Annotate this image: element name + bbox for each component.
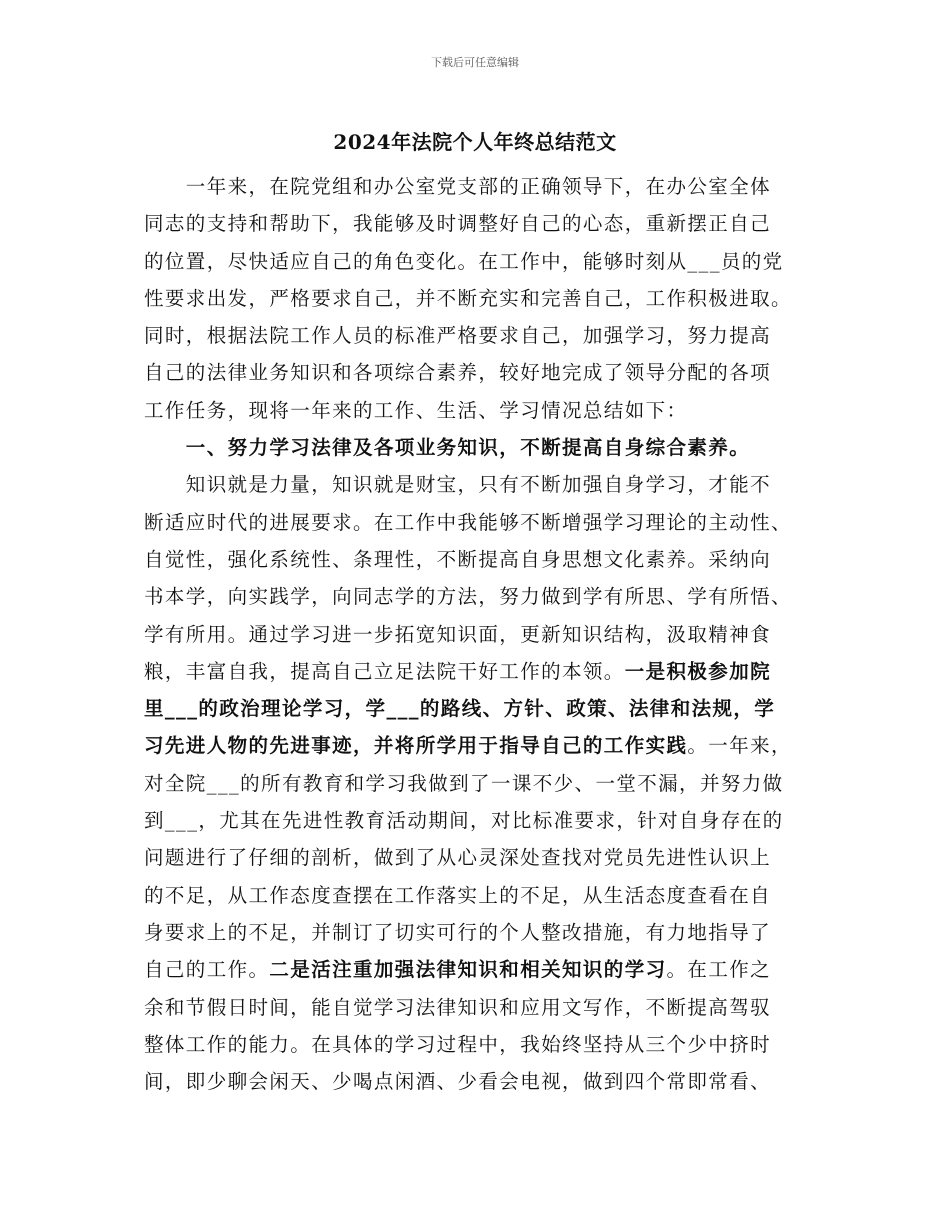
text-line [144,243,824,280]
text-segment: 整体工作的能力。在具体的学习过程中，我始终坚持从三个少中挤时 [144,1032,772,1056]
text-line [144,504,824,541]
text-segment: 性要求出发，严格要求自己，并不断充实和完善自己，工作积极进取。 [144,286,792,310]
document-body [144,168,824,1100]
text-segment: 的位置，尽快适应自己的角色变化。在工作中，能够时刻从___员的党 [144,249,784,273]
bold-text-segment: 习先进人物的先进事迹，并将所学用于指导自己的工作实践 [144,734,688,758]
text-segment: 学有所用。通过学习进一步拓宽知识面，更新知识结构，汲取精神食 [144,622,772,646]
text-segment: 一年来，在院党组和办公室党支部的正确领导下，在办公室全体 [144,175,772,198]
text-line [144,765,824,802]
document-title: 2024年法院个人年终总结范文 [333,130,617,154]
text-segment: 书本学，向实践学，向同志学的方法，努力做到学有所思、学有所悟、 [144,585,792,609]
text-segment: 知识就是力量，知识就是财宝，只有不断加强自身学习，才能不 [144,473,772,497]
bold-text-segment: 一是积极参加院 [624,659,772,683]
text-segment: 身要求上的不足，并制订了切实可行的个人整改措施，有力地指导了 [144,920,772,944]
page-header-note: 下载后可任意编辑 [431,56,519,69]
text-segment: 余和节假日时间，能自觉学习法律知识和应用文写作，不断提高驾驭 [144,995,772,1019]
text-line [144,429,824,466]
text-line [144,653,824,690]
bold-text-segment: 一、努力学习法律及各项业务知识，不断提高自身综合素养。 [144,436,751,460]
text-line [144,839,824,876]
text-segment: 同时，根据法院工作人员的标准严格要求自己，加强学习，努力提高 [144,324,772,348]
text-segment: 自己的法律业务知识和各项综合素养，较好地完成了领导分配的各项 [144,361,772,385]
text-segment: 。在工作之 [666,958,772,982]
text-segment: 自觉性，强化系统性、条理性，不断提高自身思想文化素养。采纳向 [144,547,772,571]
text-line [144,280,824,317]
text-line [144,1063,824,1100]
text-line [144,392,824,429]
text-segment: 对全院___的所有教育和学习我做到了一课不少、一堂不漏，并努力做 [144,771,784,795]
text-line [144,690,824,727]
text-segment: 工作任务，现将一年来的工作、生活、学习情况总结如下： [144,398,688,422]
text-segment: 到___，尤其在先进性教育活动期间，对比标准要求，针对自身存在的 [144,809,784,833]
text-line [144,877,824,914]
text-line [144,317,824,354]
text-line [144,727,824,764]
bold-text-segment: 二是活注重加强法律知识和相关知识的学习 [269,958,667,982]
text-line [144,205,824,242]
text-line [144,989,824,1026]
text-segment: 自己的工作。 [144,958,270,982]
text-line [144,802,824,839]
text-segment: 问题进行了仔细的剖析，做到了从心灵深处查找对党员先进性认识上 [144,846,772,870]
text-line [144,168,824,205]
text-line [144,354,824,391]
text-segment: 断适应时代的进展要求。在工作中我能够不断增强学习理论的主动性、 [144,510,792,534]
text-line [144,914,824,951]
text-line [144,466,824,503]
text-line [144,578,824,615]
text-segment: 间，即少聊会闲天、少喝点闲酒、少看会电视，做到四个常即常看、 [144,1070,772,1094]
text-segment: 粮，丰富自我，提高自己立足法院干好工作的本领。 [144,659,625,683]
text-segment: 的不足，从工作态度查摆在工作落实上的不足，从生活态度查看在自 [144,883,772,907]
text-segment: 。一年来， [687,734,792,758]
text-segment: 同志的支持和帮助下，我能够及时调整好自己的心态，重新摆正自己 [144,212,772,236]
text-line [144,616,824,653]
bold-text-segment: 里___的政治理论学习，学___的路线、方针、政策、法律和法规，学 [144,697,776,721]
text-line [144,951,824,988]
text-line [144,1026,824,1063]
text-line [144,541,824,578]
